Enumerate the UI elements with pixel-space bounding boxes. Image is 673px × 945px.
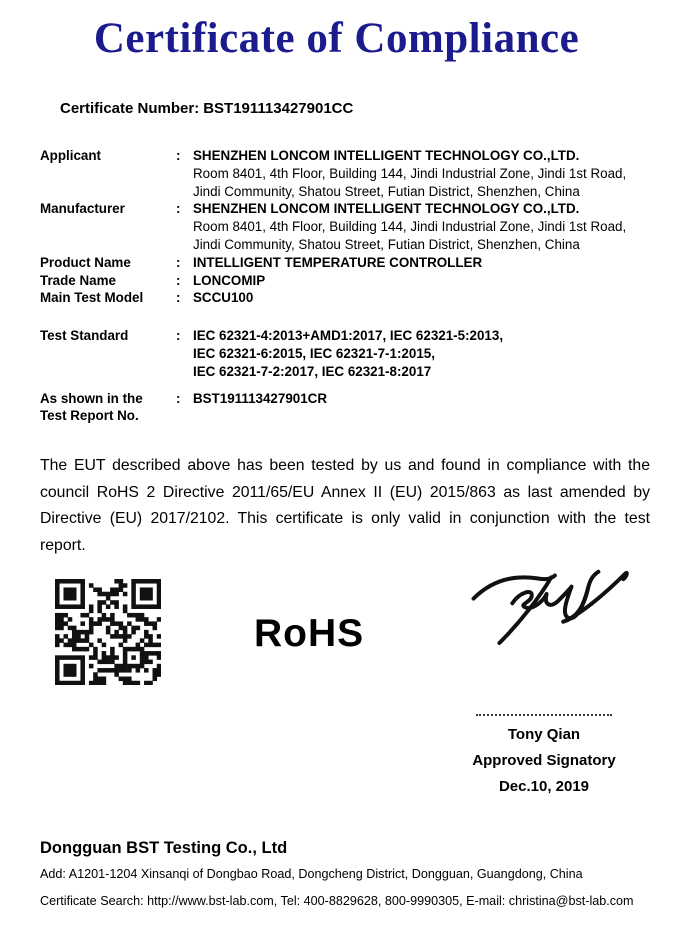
product-name-value: INTELLIGENT TEMPERATURE CONTROLLER	[193, 254, 483, 270]
page-title: Certificate of Compliance	[93, 15, 580, 62]
spacer	[40, 307, 655, 327]
info-row-test-standard	[40, 327, 655, 380]
test-standard-line2: IEC 62321-6:2015, IEC 62321-7-1:2015,	[193, 345, 435, 361]
certificate-number-value: BST191113427901CC	[203, 100, 354, 117]
applicant-value	[193, 147, 655, 200]
signature-handwriting-icon	[455, 556, 640, 656]
info-row-manufacturer	[40, 200, 655, 253]
certificate-search-line: Certificate Search: http://www.bst-lab.com, Tel: 400-8829628, 800-9990305, E-mail: christina@bst-lab.com	[40, 894, 634, 908]
compliance-statement: The EUT described above has been tested by us and found in compliance with the council RoHS 2 Directive 2011/65/EU Annex II (EU) 2015/863 as last amended by Directive (EU) 2017/2102. This certificate is only valid in conjunction with the test report.	[40, 457, 650, 554]
test-report-label	[40, 390, 176, 426]
manufacturer-address-line1: Room 8401, 4th Floor, Building 144, Jindi Industrial Zone, Jindi 1st Road,	[193, 219, 627, 235]
signatory-block	[454, 708, 634, 800]
test-standard-line3: IEC 62321-7-2:2017, IEC 62321-8:2017	[193, 363, 432, 379]
test-standard-line1: IEC 62321-4:2013+AMD1:2017, IEC 62321-5:2013,	[193, 328, 504, 344]
trade-name-value: LONCOMIP	[193, 272, 266, 288]
info-row-product-name	[40, 254, 655, 272]
info-row-test-report	[40, 390, 655, 426]
info-row-main-test-model	[40, 289, 655, 307]
manufacturer-label: Manufacturer	[40, 201, 125, 217]
test-standard-value	[193, 327, 655, 380]
applicant-address-line2: Jindi Community, Shatou Street, Futian District, Shenzhen, China	[193, 183, 580, 199]
certificate-number-label: Certificate Number:	[60, 100, 200, 117]
info-row-trade-name	[40, 272, 655, 290]
signatory-date: Dec.10, 2019	[498, 778, 590, 795]
rohs-mark: RoHS	[254, 612, 365, 655]
test-report-label-line2: Test Report No.	[40, 408, 139, 424]
signatory-role: Approved Signatory	[472, 752, 616, 769]
applicant-label: Applicant	[40, 148, 102, 163]
manufacturer-company: SHENZHEN LONCOM INTELLIGENT TECHNOLOGY CO.,LTD.	[193, 201, 580, 217]
colon-separator: :	[176, 201, 181, 217]
applicant-address-line1: Room 8401, 4th Floor, Building 144, Jindi Industrial Zone, Jindi 1st Road,	[193, 165, 627, 181]
main-test-model-value: SCCU100	[193, 290, 254, 306]
test-standard-label: Test Standard	[40, 328, 129, 344]
colon-separator: :	[176, 328, 181, 344]
applicant-company: SHENZHEN LONCOM INTELLIGENT TECHNOLOGY CO.,LTD.	[193, 148, 580, 163]
lab-company-name: Dongguan BST Testing Co., Ltd	[40, 839, 288, 857]
main-test-model-label: Main Test Model	[40, 290, 144, 306]
colon-separator: :	[176, 272, 181, 288]
signatory-name: Tony Qian	[507, 726, 581, 743]
spacer	[40, 381, 655, 390]
info-row-applicant	[40, 147, 655, 200]
trade-name-label: Trade Name	[40, 272, 116, 288]
certificate-number	[60, 100, 357, 117]
colon-separator: :	[176, 254, 181, 270]
qr-code	[55, 579, 161, 685]
product-name-label: Product Name	[40, 254, 131, 270]
colon-separator: :	[176, 290, 181, 306]
manufacturer-address-line2: Jindi Community, Shatou Street, Futian District, Shenzhen, China	[193, 236, 580, 252]
signature-line	[476, 714, 612, 716]
colon-separator: :	[176, 148, 181, 163]
lab-address: Add: A1201-1204 Xinsanqi of Dongbao Road, Dongcheng District, Dongguan, Guangdong, China	[40, 867, 583, 881]
manufacturer-value	[193, 200, 655, 253]
test-report-value: BST191113427901CR	[193, 390, 328, 406]
colon-separator: :	[176, 390, 181, 406]
test-report-label-line1: As shown in the	[40, 390, 143, 406]
info-section	[40, 147, 655, 425]
